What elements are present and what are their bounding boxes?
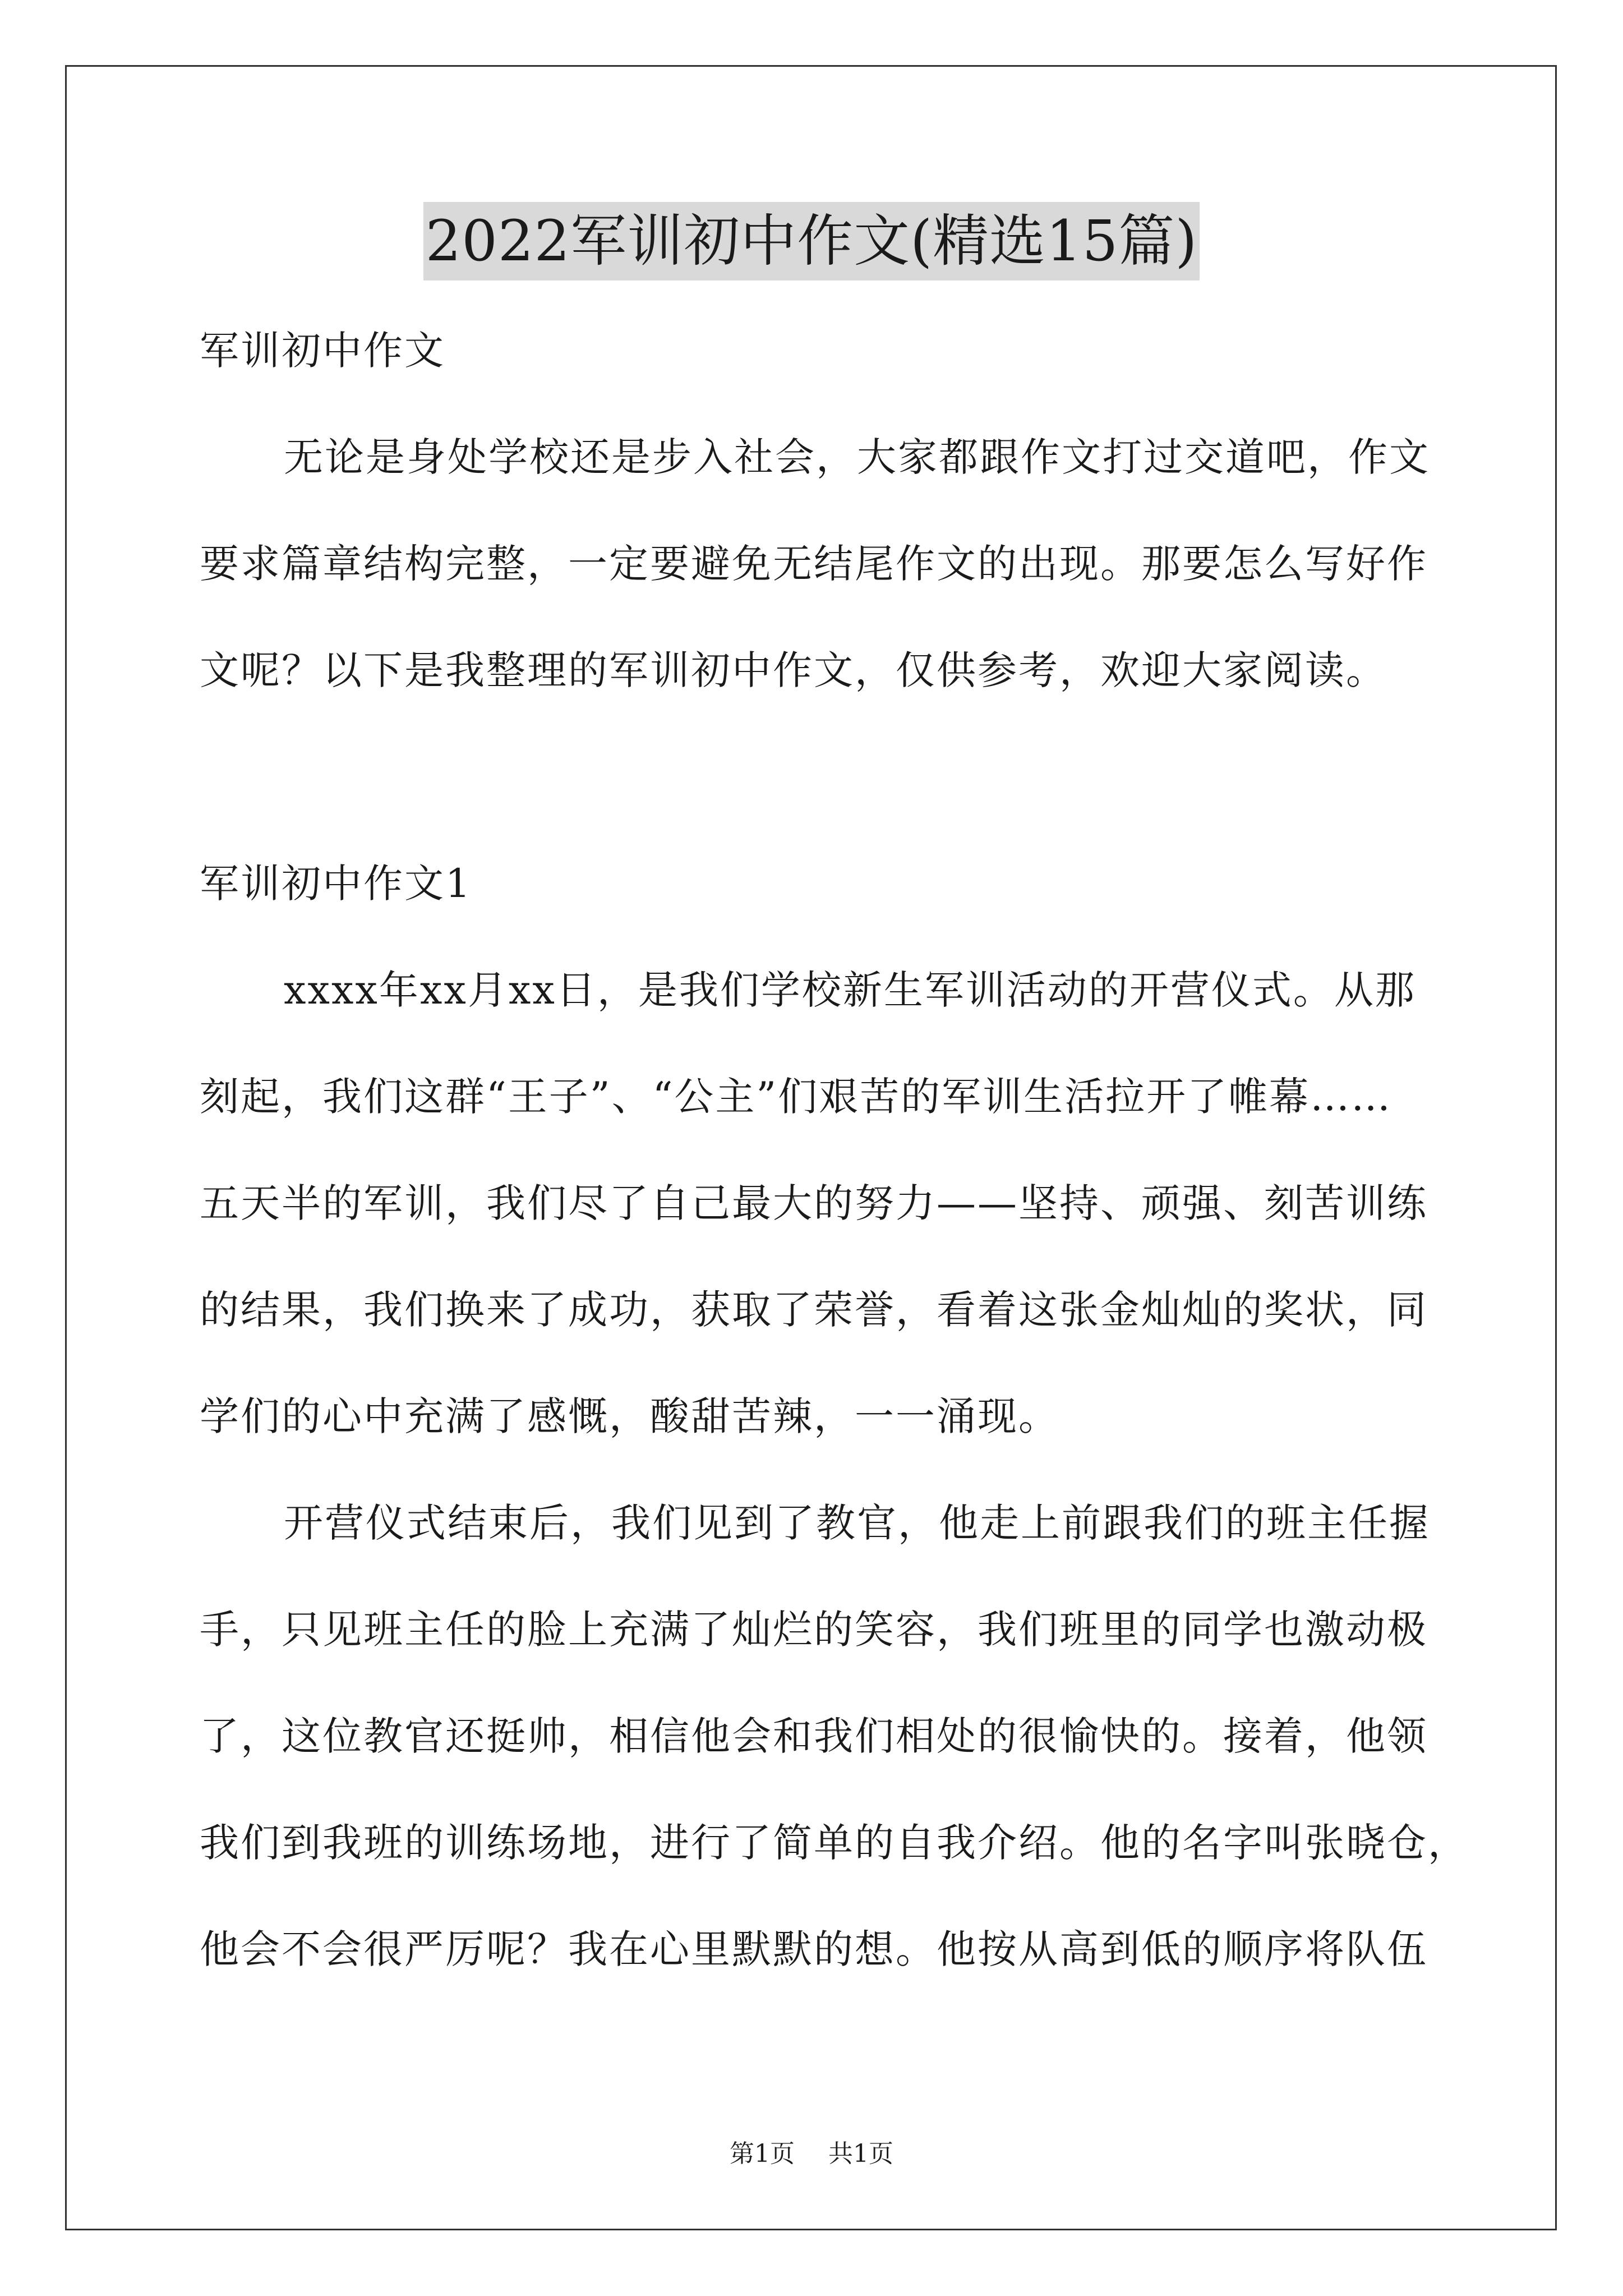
- paragraph-line: 要求篇章结构完整，一定要避免无结尾作文的出现。那要怎么写好作: [200, 541, 1428, 587]
- paragraph-line: 的结果，我们换来了成功，获取了荣誉，看着这张金灿灿的奖状，同: [200, 1287, 1428, 1333]
- page-number: 第1页: [730, 2139, 795, 2168]
- paragraph-line: 学们的心中充满了感慨，酸甜苦辣，一一涌现。: [200, 1393, 1059, 1439]
- paragraph-line: 我们到我班的训练场地，进行了简单的自我介绍。他的名字叫张晓仓，: [200, 1820, 1469, 1866]
- paragraph-line: 无论是身处学校还是步入社会，大家都跟作文打过交道吧，作文: [284, 434, 1430, 480]
- page-total: 共1页: [828, 2139, 893, 2168]
- paragraph-line: 文呢？以下是我整理的军训初中作文，仅供参考，欢迎大家阅读。: [200, 647, 1387, 693]
- paragraph-line: 刻起，我们这群“王子”、“公主”们艰苦的军训生活拉开了帷幕……: [200, 1074, 1393, 1120]
- section-heading: 军训初中作文: [200, 328, 445, 374]
- title-container: [0, 202, 1623, 280]
- paragraph-line: xxxx年xx月xx日，是我们学校新生军训活动的开营仪式。从那: [284, 967, 1416, 1013]
- paragraph-line: 五天半的军训，我们尽了自己最大的努力——坚持、顽强、刻苦训练: [200, 1180, 1428, 1226]
- document-body: [200, 297, 1469, 2003]
- document-title: 2022军训初中作文(精选15篇): [423, 202, 1200, 280]
- blank-line: [200, 724, 1433, 830]
- paragraph-line: 手，只见班主任的脸上充满了灿烂的笑容，我们班里的同学也激动极: [200, 1607, 1428, 1653]
- page-footer: [0, 2137, 1623, 2171]
- section-heading: 军训初中作文1: [200, 861, 472, 907]
- paragraph-line: 他会不会很严厉呢？我在心里默默的想。他按从高到低的顺序将队伍: [200, 1926, 1428, 1972]
- paragraph-line: 了，这位教官还挺帅，相信他会和我们相处的很愉快的。接着，他领: [200, 1713, 1428, 1759]
- paragraph-line: 开营仪式结束后，我们见到了教官，他走上前跟我们的班主任握: [284, 1500, 1430, 1546]
